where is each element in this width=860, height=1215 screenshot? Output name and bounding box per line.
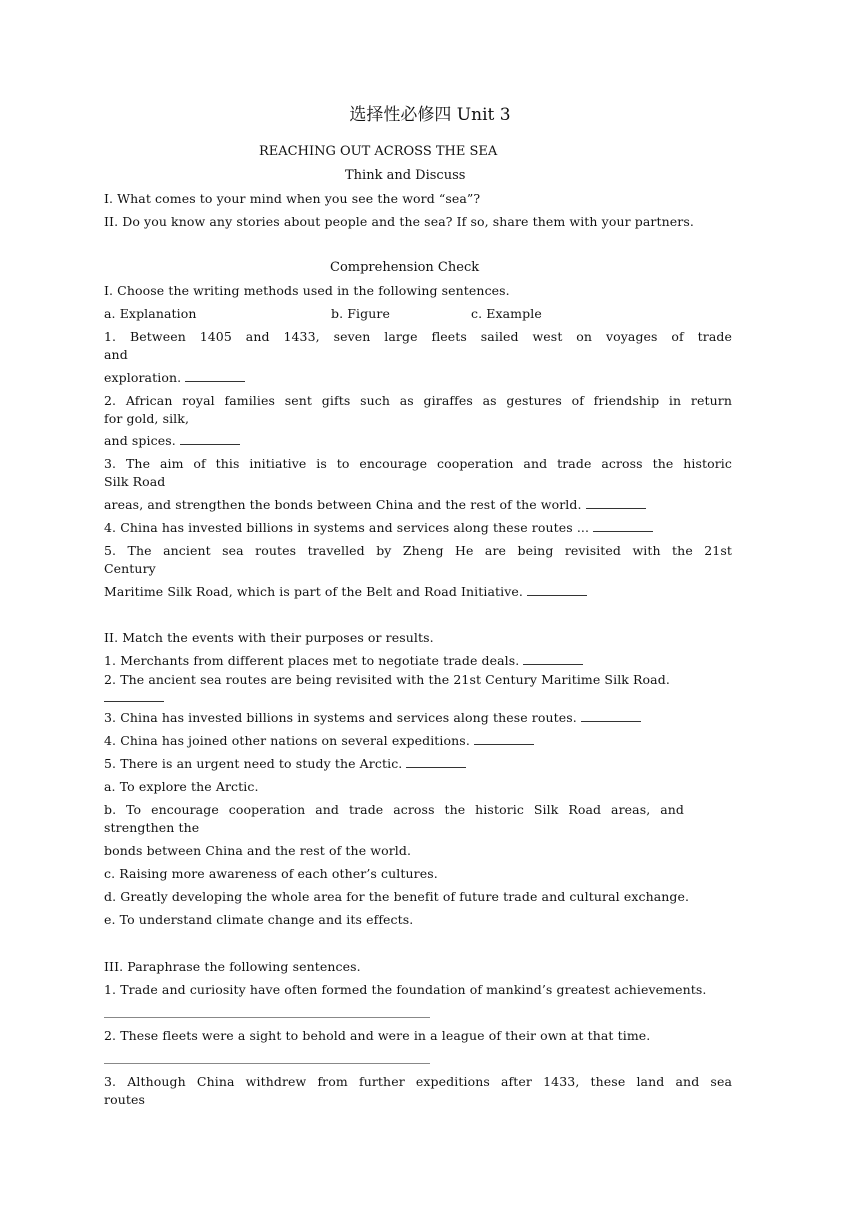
part2-instruction: II. Match the events with their purposes or results. (104, 630, 434, 645)
item-3-text: areas, and strengthen the bonds between China and the rest of the world. (104, 497, 586, 512)
part1-instruction: I. Choose the writing methods used in the following sentences. (104, 283, 510, 298)
purpose-c: c. Raising more awareness of each other’s cultures. (104, 866, 438, 881)
answer-line[interactable] (104, 1063, 430, 1064)
answer-blank[interactable] (104, 690, 164, 702)
paraphrase-1: 1. Trade and curiosity have often formed the foundation of mankind’s greatest achievements. (104, 982, 707, 997)
event-2: 2. The ancient sea routes are being revisited with the 21st Century Maritime Silk Road. (104, 672, 670, 687)
event-5 (104, 756, 466, 772)
option-c: c. Example (471, 306, 542, 321)
purpose-a: a. To explore the Arctic. (104, 779, 259, 794)
item-3-line3 (104, 497, 646, 513)
event-4 (104, 733, 534, 749)
page-title: 选择性必修四 Unit 3 (349, 105, 511, 125)
purpose-e: e. To understand climate change and its effects. (104, 912, 414, 927)
unit-subtitle: REACHING OUT ACROSS THE SEA (259, 144, 498, 159)
paraphrase-3-line1: 3. Although China withdrew from further expeditions after 1433, these land and sea (104, 1074, 732, 1089)
item-4-line1 (104, 520, 653, 536)
answer-blank[interactable] (581, 710, 641, 722)
answer-blank[interactable] (474, 733, 534, 745)
event-3 (104, 710, 641, 726)
purpose-b-line1: b. To encourage cooperation and trade across the historic Silk Road areas, and (104, 802, 684, 817)
answer-blank[interactable] (586, 497, 646, 509)
item-1-line2: and (104, 347, 128, 362)
event-4-text: 4. China has joined other nations on several expeditions. (104, 733, 474, 748)
answer-blank[interactable] (523, 653, 583, 665)
answer-blank[interactable] (185, 370, 245, 382)
paraphrase-3-line2: routes (104, 1092, 145, 1107)
event-1 (104, 653, 583, 669)
item-5-line2: Century (104, 561, 156, 576)
purpose-b-line3: bonds between China and the rest of the world. (104, 843, 412, 858)
section-heading-comprehension: Comprehension Check (330, 260, 480, 275)
answer-blank[interactable] (180, 433, 240, 445)
think-question-1: I. What comes to your mind when you see the word “sea”? (104, 191, 481, 206)
answer-blank[interactable] (527, 584, 587, 596)
event-5-text: 5. There is an urgent need to study the Arctic. (104, 756, 407, 771)
item-5-line3 (104, 584, 587, 600)
event-1-text: 1. Merchants from different places met to negotiate trade deals. (104, 653, 524, 668)
item-5-line1: 5. The ancient sea routes travelled by Zheng He are being revisited with the 21st (104, 543, 732, 558)
item-2-line1: 2. African royal families sent gifts such as giraffes as gestures of friendship in return (104, 393, 732, 408)
item-2-line3 (104, 433, 240, 449)
answer-line[interactable] (104, 1017, 430, 1018)
item-1-text: exploration. (104, 370, 186, 385)
option-b: b. Figure (331, 306, 390, 321)
part3-instruction: III. Paraphrase the following sentences. (104, 959, 361, 974)
item-3-line1: 3. The aim of this initiative is to encourage cooperation and trade across the historic (104, 456, 732, 471)
item-2-line2: for gold, silk, (104, 411, 190, 426)
item-1-line3 (104, 370, 245, 386)
purpose-b-line2: strengthen the (104, 820, 200, 835)
item-2-text: and spices. (104, 433, 180, 448)
think-question-2: II. Do you know any stories about people and the sea? If so, share them with your partners. (104, 214, 694, 229)
item-1-line1: 1. Between 1405 and 1433, seven large fleets sailed west on voyages of trade (104, 329, 732, 344)
item-5-text: Maritime Silk Road, which is part of the Belt and Road Initiative. (104, 584, 528, 599)
event-2-blank-line (104, 690, 164, 706)
answer-blank[interactable] (406, 756, 466, 768)
paraphrase-2: 2. These fleets were a sight to behold and were in a league of their own at that time. (104, 1028, 651, 1043)
event-3-text: 3. China has invested billions in systems and services along these routes. (104, 710, 581, 725)
purpose-d: d. Greatly developing the whole area for the benefit of future trade and cultural exchange. (104, 889, 690, 904)
option-a: a. Explanation (104, 306, 197, 321)
item-4-text: 4. China has invested billions in systems and services along these routes ... (104, 520, 594, 535)
answer-blank[interactable] (593, 520, 653, 532)
item-3-line2: Silk Road (104, 474, 166, 489)
section-heading-think: Think and Discuss (345, 168, 466, 183)
